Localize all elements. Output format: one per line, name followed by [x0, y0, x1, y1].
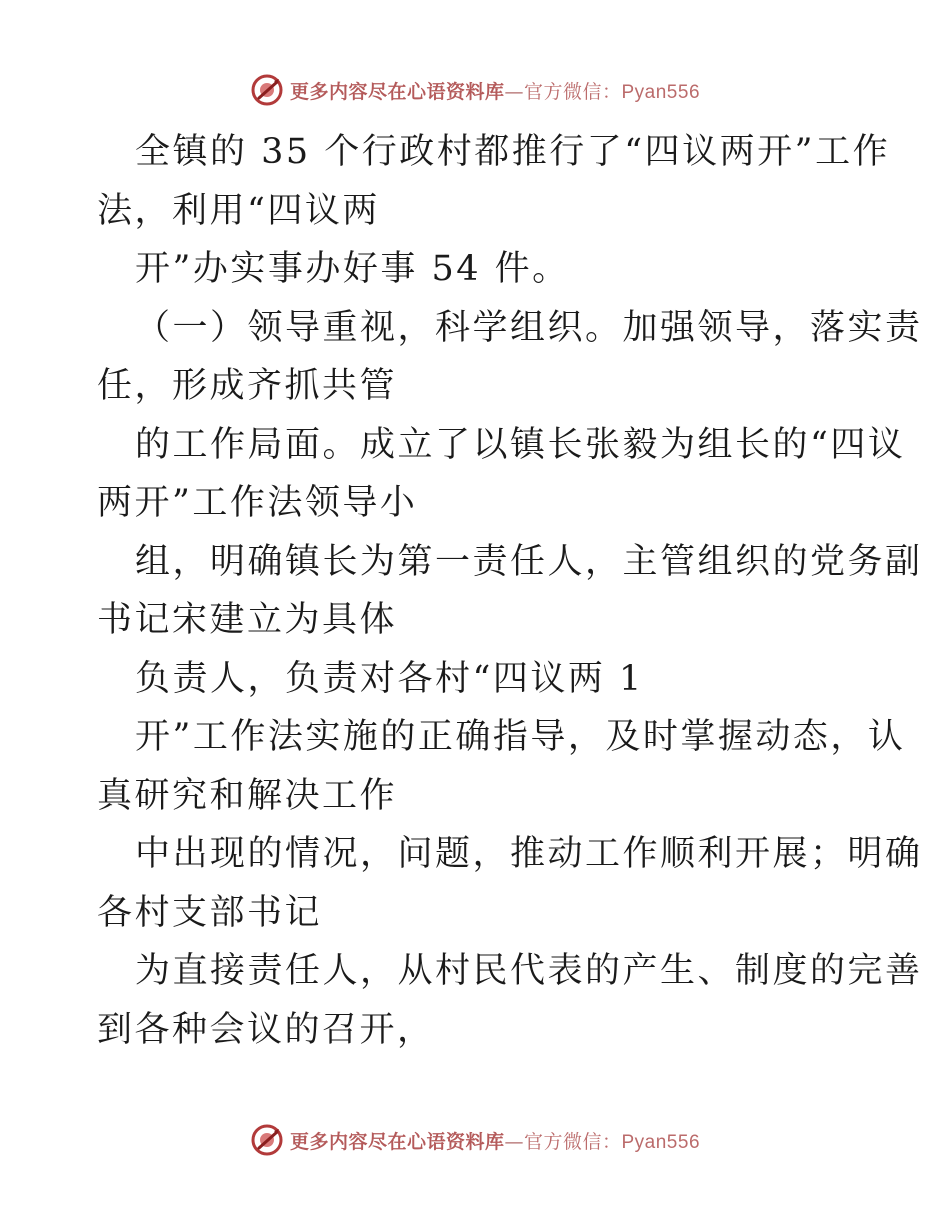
- footer-wechat-text: 官方微信：Pyan556: [524, 1131, 701, 1153]
- document-body: [97, 123, 923, 1059]
- footer-separator: —: [504, 1130, 524, 1153]
- header-watermark-banner: [0, 70, 950, 110]
- body-line: 书记宋建立为具体: [97, 600, 398, 640]
- brand-logo-icon: [250, 73, 284, 107]
- body-line: 到各种会议的召开，: [97, 1009, 435, 1050]
- body-line: 各村支部书记: [97, 892, 323, 933]
- footer-brand-text: 更多内容尽在心语资料库: [289, 1130, 505, 1153]
- header-separator: —: [504, 80, 524, 103]
- brand-logo-icon: [250, 1123, 284, 1157]
- body-line: 真研究和解决工作: [97, 775, 398, 816]
- header-wechat-text: 官方微信：Pyan556: [524, 81, 701, 103]
- footer-watermark-banner: [0, 1120, 950, 1160]
- body-line: 开”办实事办好事 54 件。: [135, 249, 570, 289]
- body-line: 全镇的 35 个行政村都推行了“四议两开”工作: [135, 132, 891, 172]
- body-line: 中出现的情况，问题，推动工作顺利开展；明确: [135, 834, 923, 874]
- body-line: 的工作局面。成立了以镇长张毅为组长的“四议: [135, 424, 906, 465]
- body-line: 为直接责任人，从村民代表的产生、制度的完善: [135, 951, 923, 991]
- body-line: 负责人，负责对各村“四议两 1: [135, 658, 644, 699]
- body-line: 开”工作法实施的正确指导，及时掌握动态，认: [135, 717, 906, 757]
- body-line: 法，利用“四议两: [97, 190, 380, 231]
- body-line: 任，形成齐抓共管: [97, 366, 398, 406]
- header-banner-text: [290, 77, 700, 104]
- body-line: 组，明确镇长为第一责任人，主管组织的党务副: [135, 541, 923, 582]
- footer-banner-text: [290, 1127, 700, 1154]
- header-brand-text: 更多内容尽在心语资料库: [289, 80, 505, 103]
- body-line: （一）领导重视，科学组织。加强领导，落实责: [135, 307, 923, 348]
- body-line: 两开”工作法领导小: [97, 483, 418, 523]
